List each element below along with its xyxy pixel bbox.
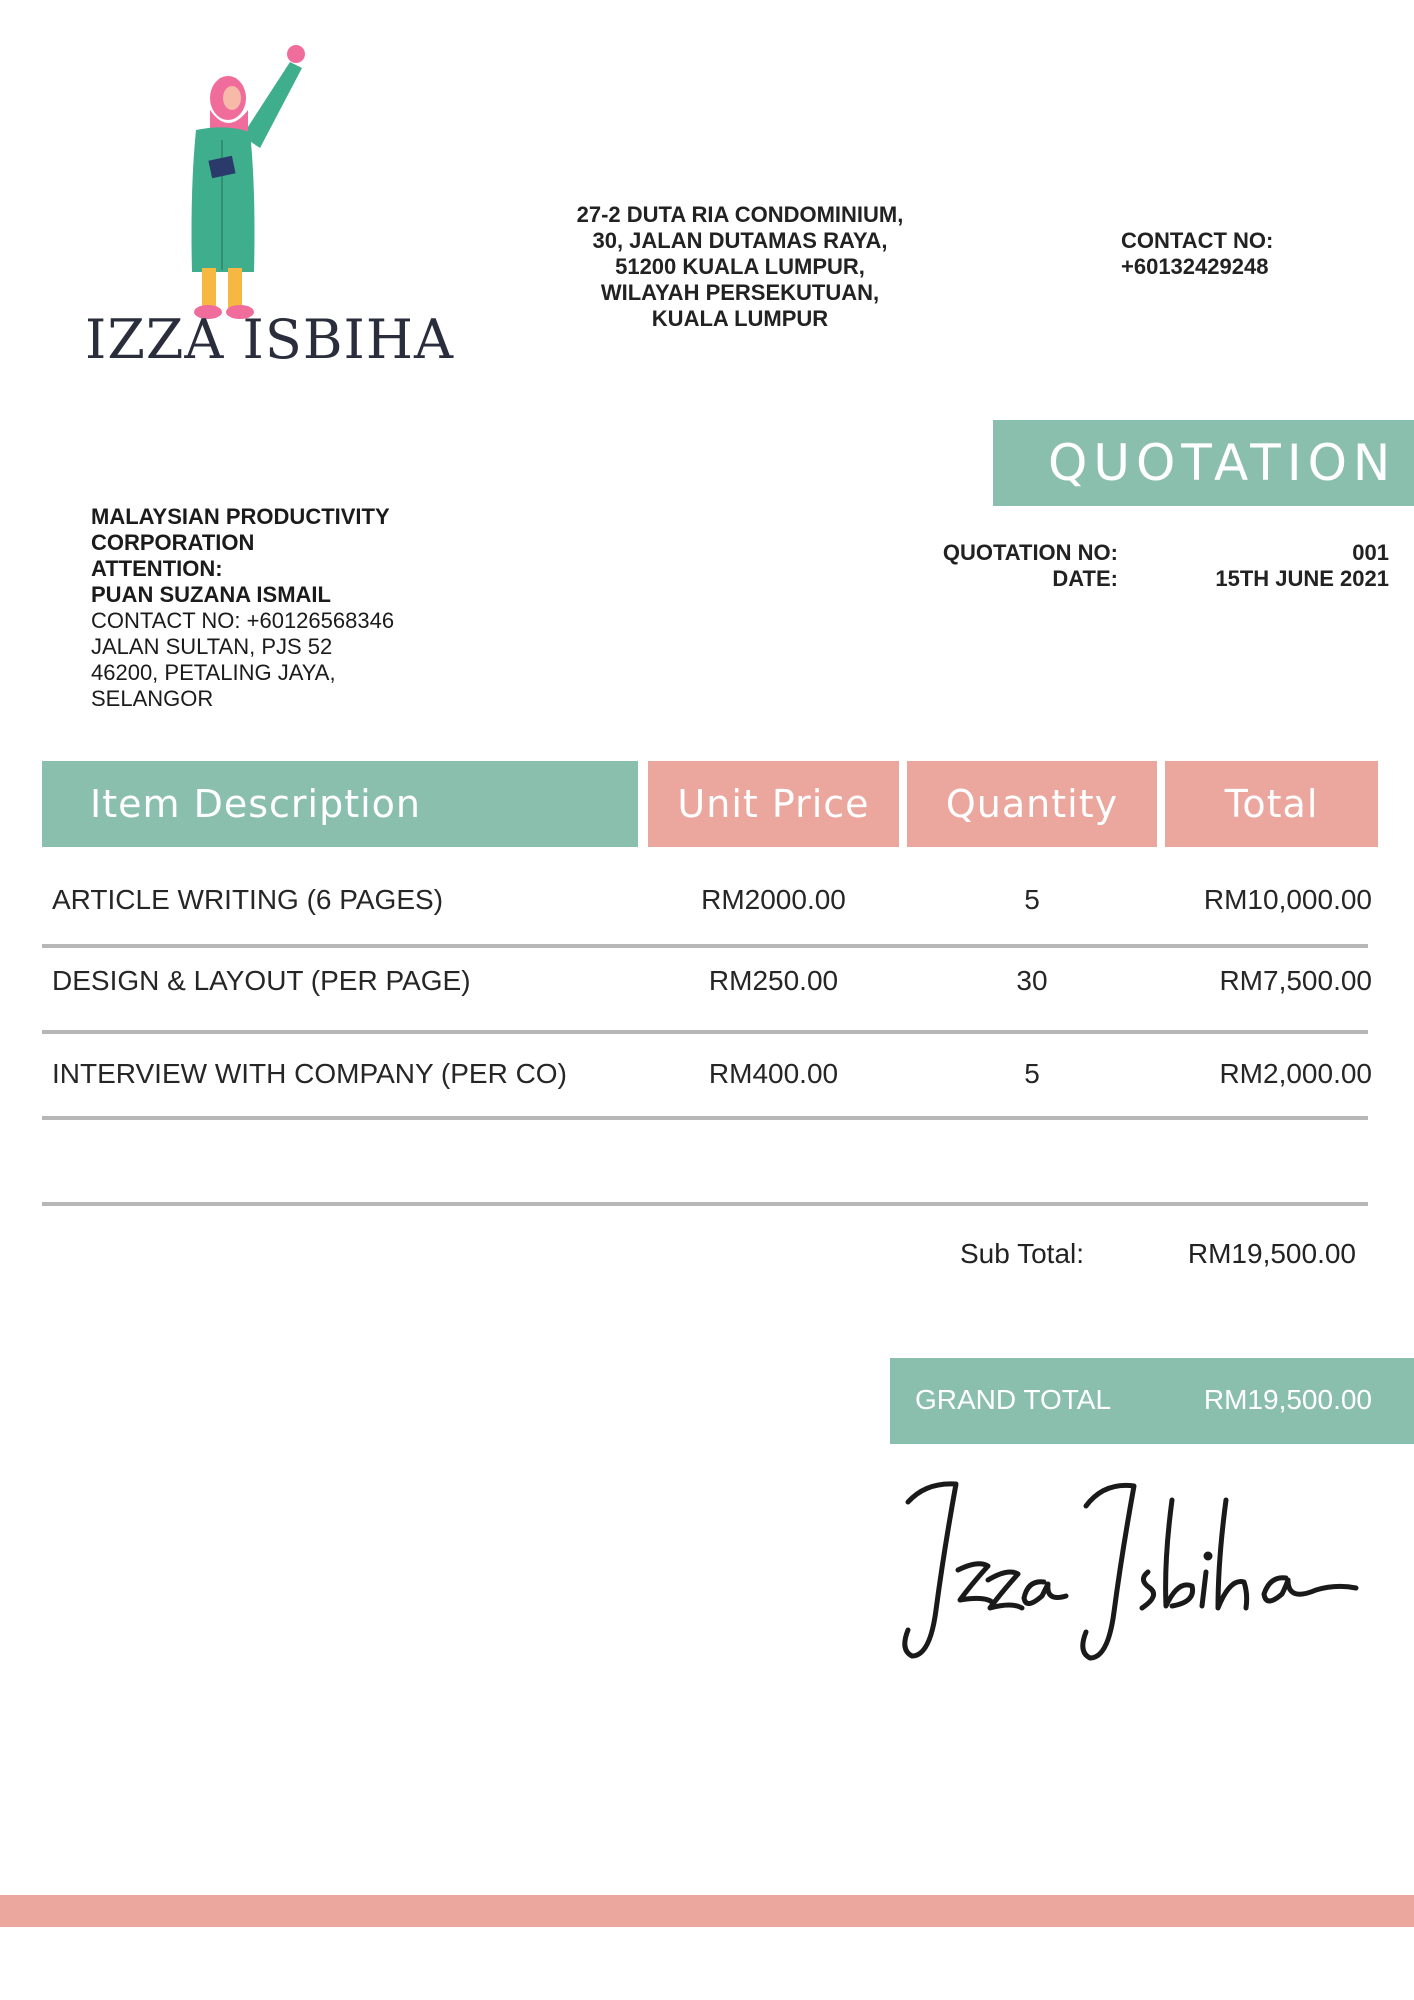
company-contact	[1121, 228, 1273, 280]
row-total: RM10,000.00	[1203, 884, 1372, 915]
address-line: KUALA LUMPUR	[651, 306, 829, 331]
brand-name: IZZA ISBIHA	[85, 308, 454, 371]
client-address: SELANGOR	[91, 686, 214, 711]
row-quantity: 5	[1024, 1058, 1040, 1089]
row-unit-price: RM2000.00	[701, 884, 846, 915]
row-divider	[42, 1030, 1368, 1034]
header-quantity: Quantity	[907, 761, 1157, 847]
row-unit-price: RM250.00	[708, 965, 839, 996]
client-address: JALAN SULTAN, PJS 52	[91, 634, 333, 659]
company-address	[530, 202, 950, 332]
header-total: Total	[1165, 761, 1378, 847]
header-unit-price: Unit Price	[648, 761, 899, 847]
subtotal-value: RM19,500.00	[1187, 1238, 1356, 1269]
grand-total-label: GRAND TOTAL	[915, 1384, 1112, 1415]
row-divider	[42, 944, 1368, 948]
header-item-description: Item Description	[42, 761, 638, 847]
date-label: DATE:	[1052, 566, 1118, 591]
document-title: QUOTATION	[1048, 434, 1397, 492]
row-unit-price: RM400.00	[708, 1058, 839, 1089]
logo-illustration	[170, 40, 310, 320]
quotation-number: 001	[1352, 540, 1389, 565]
client-info	[91, 504, 394, 712]
client-address: 46200, PETALING JAYA,	[91, 660, 336, 685]
row-divider	[42, 1202, 1368, 1206]
subtotal-label: Sub Total:	[960, 1238, 1085, 1269]
row-description: DESIGN & LAYOUT (PER PAGE)	[52, 965, 471, 996]
footer-bar	[0, 1895, 1414, 1927]
signature	[896, 1460, 1366, 1670]
client-org: CORPORATION	[91, 530, 255, 555]
row-description: INTERVIEW WITH COMPANY (PER CO)	[52, 1058, 567, 1089]
row-quantity: 30	[1016, 965, 1048, 996]
address-line: WILAYAH PERSEKUTUAN,	[600, 280, 880, 305]
quotation-number-label: QUOTATION NO:	[942, 540, 1118, 565]
address-line: 51200 KUALA LUMPUR,	[615, 254, 865, 279]
address-line: 27-2 DUTA RIA CONDOMINIUM,	[576, 202, 904, 227]
attention-label: ATTENTION:	[91, 556, 223, 581]
row-total: RM7,500.00	[1219, 965, 1372, 996]
row-description: ARTICLE WRITING (6 PAGES)	[52, 884, 444, 915]
quotation-date: 15TH JUNE 2021	[1215, 566, 1389, 591]
client-org: MALAYSIAN PRODUCTIVITY	[91, 504, 390, 529]
row-divider	[42, 1116, 1368, 1120]
address-line: 30, JALAN DUTAMAS RAYA,	[592, 228, 888, 253]
contact-number: +60132429248	[1121, 254, 1269, 279]
contact-label: CONTACT NO:	[1121, 228, 1274, 253]
client-contact: CONTACT NO: +60126568346	[91, 608, 395, 633]
row-total: RM2,000.00	[1219, 1058, 1372, 1089]
attention-name: PUAN SUZANA ISMAIL	[91, 582, 331, 607]
row-quantity: 5	[1024, 884, 1040, 915]
grand-total-value: RM19,500.00	[1203, 1384, 1372, 1415]
